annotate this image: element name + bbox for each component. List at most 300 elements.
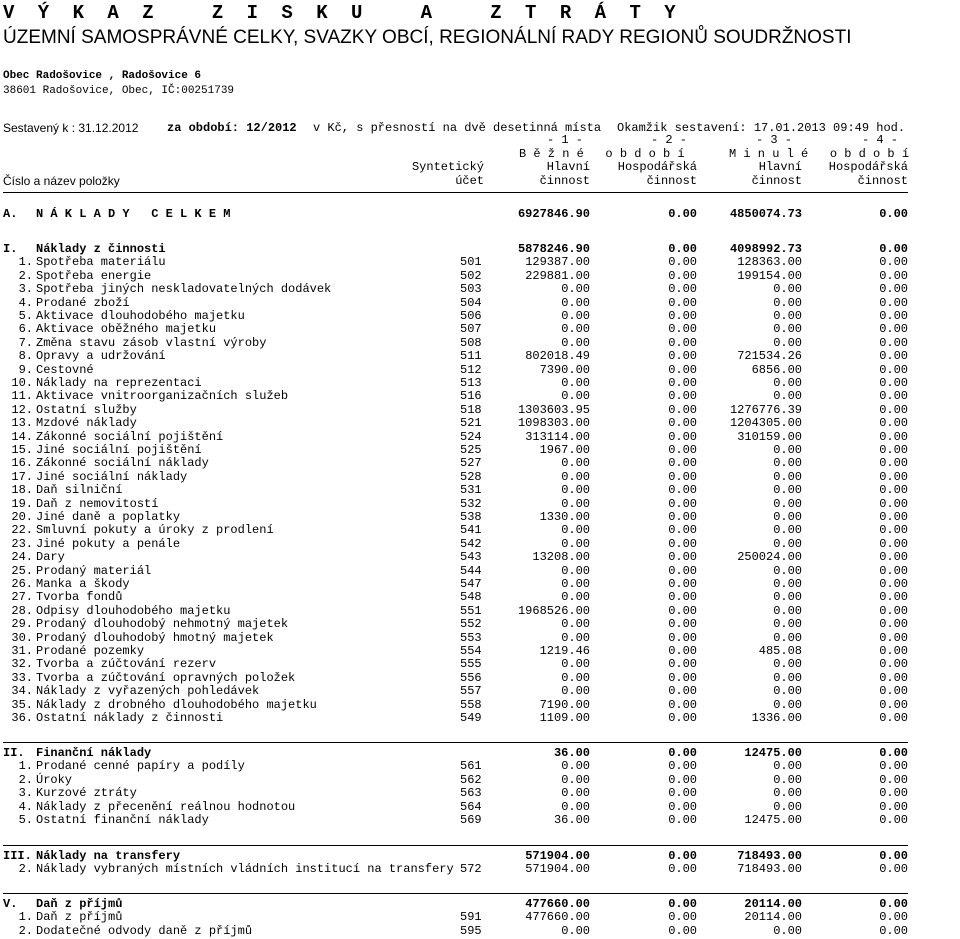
row-value-econ-previous: 0.00 — [879, 684, 908, 698]
row-account: 562 — [460, 773, 482, 787]
row-account: 544 — [460, 564, 482, 578]
row-value-main-current: 0.00 — [561, 322, 590, 336]
row-value-econ-previous: 0.00 — [879, 537, 908, 551]
row-name: Smluvní pokuty a úroky z prodlení — [36, 523, 274, 537]
row-name: Tvorba fondů — [36, 590, 123, 604]
row-account: 527 — [460, 456, 482, 470]
row-value-econ-current: 0.00 — [668, 523, 697, 537]
table-row — [0, 390, 960, 403]
col2-header: Hospodářská — [617, 160, 697, 174]
row-value-main-previous: 0.00 — [773, 443, 802, 457]
row-value-econ-current: 0.00 — [668, 644, 697, 658]
row-value-main-current: 1109.00 — [539, 711, 590, 725]
row-value-econ-current: 0.00 — [668, 657, 697, 671]
row-value-main-current: 477660.00 — [525, 910, 590, 924]
row-value-econ-previous: 0.00 — [879, 242, 908, 256]
row-value-econ-current: 0.00 — [668, 349, 697, 363]
row-account: 558 — [460, 698, 482, 712]
row-name: Prodaný materiál — [36, 564, 152, 578]
row-name: Spotřeba energie — [36, 269, 152, 283]
row-value-econ-previous: 0.00 — [879, 523, 908, 537]
row-account: 552 — [460, 617, 482, 631]
table-total-row — [0, 208, 960, 221]
row-value-main-previous: 12475.00 — [744, 746, 802, 760]
row-code: 29. — [11, 617, 33, 631]
row-name: Náklady na transfery — [36, 849, 181, 863]
row-name: Náklady z drobného dlouhodobého majetku — [36, 698, 317, 712]
row-value-econ-current: 0.00 — [668, 759, 697, 773]
row-value-econ-previous: 0.00 — [879, 510, 908, 524]
row-name: Prodaný dlouhodobý nehmotný majetek — [36, 617, 289, 631]
row-value-main-previous: 1276776.39 — [729, 403, 802, 417]
row-code: 1. — [18, 910, 33, 924]
row-value-econ-current: 0.00 — [668, 590, 697, 604]
row-name: Prodané zboží — [36, 296, 130, 310]
row-value-econ-previous: 0.00 — [879, 282, 908, 296]
row-value-econ-previous: 0.00 — [879, 698, 908, 712]
row-value-main-current: 0.00 — [561, 282, 590, 296]
row-value-main-current: 0.00 — [561, 564, 590, 578]
row-value-econ-current: 0.00 — [668, 336, 697, 350]
row-account: 561 — [460, 759, 482, 773]
row-value-econ-current: 0.00 — [668, 924, 697, 938]
row-code: 25. — [11, 564, 33, 578]
table-row — [0, 685, 960, 698]
table-row — [0, 925, 960, 938]
row-value-main-current: 313114.00 — [525, 430, 590, 444]
row-value-econ-previous: 0.00 — [879, 773, 908, 787]
col3-header-2: činnost — [751, 174, 802, 188]
row-value-econ-previous: 0.00 — [879, 322, 908, 336]
row-value-econ-current: 0.00 — [668, 242, 697, 256]
row-code: 26. — [11, 577, 33, 591]
row-value-main-current: 0.00 — [561, 671, 590, 685]
synthetic-account-header-2: účet — [455, 174, 484, 188]
row-value-econ-previous: 0.00 — [879, 862, 908, 876]
row-value-main-current: 0.00 — [561, 456, 590, 470]
row-value-main-current: 129387.00 — [525, 255, 590, 269]
row-value-econ-previous: 0.00 — [879, 590, 908, 604]
row-value-main-previous: 250024.00 — [737, 550, 802, 564]
row-value-main-previous: 6856.00 — [751, 363, 802, 377]
row-code: 14. — [11, 430, 33, 444]
row-code: 3. — [18, 786, 33, 800]
row-value-econ-previous: 0.00 — [879, 255, 908, 269]
row-account: 531 — [460, 483, 482, 497]
row-code: 1. — [18, 759, 33, 773]
row-name: Manka a škody — [36, 577, 130, 591]
row-value-main-previous: 199154.00 — [737, 269, 802, 283]
row-name: Dodatečné odvody daně z příjmů — [36, 924, 253, 938]
row-account: 554 — [460, 644, 482, 658]
row-value-main-previous: 4850074.73 — [729, 207, 802, 221]
row-value-econ-previous: 0.00 — [879, 910, 908, 924]
row-account: 524 — [460, 430, 482, 444]
row-account: 595 — [460, 924, 482, 938]
row-value-main-previous: 0.00 — [773, 296, 802, 310]
row-code: 23. — [11, 537, 33, 551]
row-code: 34. — [11, 684, 33, 698]
row-code: 28. — [11, 604, 33, 618]
row-value-main-current: 0.00 — [561, 336, 590, 350]
row-code: 9. — [18, 363, 33, 377]
table-row — [0, 350, 960, 363]
row-value-econ-previous: 0.00 — [879, 924, 908, 938]
row-value-econ-previous: 0.00 — [879, 416, 908, 430]
row-account: 503 — [460, 282, 482, 296]
row-value-main-current: 571904.00 — [525, 849, 590, 863]
row-code: 1. — [18, 255, 33, 269]
row-value-main-current: 0.00 — [561, 617, 590, 631]
row-value-econ-current: 0.00 — [668, 470, 697, 484]
row-value-main-previous: 0.00 — [773, 523, 802, 537]
row-value-econ-previous: 0.00 — [879, 456, 908, 470]
row-value-econ-previous: 0.00 — [879, 296, 908, 310]
row-value-econ-current: 0.00 — [668, 510, 697, 524]
row-account: 521 — [460, 416, 482, 430]
row-name: Náklady z činnosti — [36, 242, 166, 256]
row-value-econ-current: 0.00 — [668, 910, 697, 924]
row-code: 13. — [11, 416, 33, 430]
row-value-main-previous: 12475.00 — [744, 813, 802, 827]
row-code: 35. — [11, 698, 33, 712]
row-code: 5. — [18, 309, 33, 323]
row-code: 4. — [18, 800, 33, 814]
row-value-main-current: 0.00 — [561, 631, 590, 645]
row-value-econ-previous: 0.00 — [879, 389, 908, 403]
row-value-econ-current: 0.00 — [668, 376, 697, 390]
row-value-main-previous: 0.00 — [773, 684, 802, 698]
table-row — [0, 712, 960, 725]
table-row — [0, 551, 960, 564]
row-account: 572 — [460, 862, 482, 876]
row-name: Daň z příjmů — [36, 910, 123, 924]
row-name: Změna stavu zásob vlastní výroby — [36, 336, 267, 350]
row-value-econ-current: 0.00 — [668, 800, 697, 814]
row-value-main-previous: 0.00 — [773, 309, 802, 323]
column-number-3: - 3 - — [755, 133, 792, 147]
col2-header-2: činnost — [646, 174, 697, 188]
row-account: 511 — [460, 349, 482, 363]
row-value-econ-previous: 0.00 — [879, 617, 908, 631]
row-name: Kurzové ztráty — [36, 786, 137, 800]
row-account: 543 — [460, 550, 482, 564]
row-name: Jiné daně a poplatky — [36, 510, 181, 524]
row-value-main-current: 13208.00 — [532, 550, 590, 564]
row-value-main-current: 36.00 — [553, 746, 590, 760]
row-value-main-previous: 0.00 — [773, 564, 802, 578]
row-value-main-current: 0.00 — [561, 376, 590, 390]
row-value-main-previous: 0.00 — [773, 456, 802, 470]
row-name: Ostatní finanční náklady — [36, 813, 209, 827]
row-name: Daň z nemovitostí — [36, 497, 159, 511]
row-code: 24. — [11, 550, 33, 564]
row-account: 549 — [460, 711, 482, 725]
row-value-main-previous: 485.08 — [758, 644, 802, 658]
row-code: 10. — [11, 376, 33, 390]
row-code: 11. — [11, 389, 33, 403]
row-code: 31. — [11, 644, 33, 658]
row-value-main-previous: 0.00 — [773, 759, 802, 773]
row-value-main-previous: 20114.00 — [744, 910, 802, 924]
column-number-1: - 1 - — [546, 133, 583, 147]
row-value-econ-previous: 0.00 — [879, 497, 908, 511]
row-value-main-previous: 0.00 — [773, 671, 802, 685]
row-value-econ-previous: 0.00 — [879, 631, 908, 645]
row-name: Opravy a udržování — [36, 349, 166, 363]
column-number-4: - 4 - — [861, 133, 898, 147]
row-name: Úroky — [36, 773, 73, 787]
row-value-main-previous: 0.00 — [773, 924, 802, 938]
table-row — [0, 256, 960, 269]
table-row — [0, 787, 960, 800]
row-code: 6. — [18, 322, 33, 336]
table-row — [0, 524, 960, 537]
row-value-main-current: 1968526.00 — [517, 604, 590, 618]
row-code: 32. — [11, 657, 33, 671]
row-account: 528 — [460, 470, 482, 484]
row-name: Prodané cenné papíry a podíly — [36, 759, 245, 773]
row-value-main-current: 0.00 — [561, 309, 590, 323]
row-account: 513 — [460, 376, 482, 390]
row-value-main-previous: 4098992.73 — [729, 242, 802, 256]
row-value-main-current: 7390.00 — [539, 363, 590, 377]
row-name: Aktivace vnitroorganizačních služeb — [36, 389, 289, 403]
row-code: 2. — [18, 773, 33, 787]
row-value-econ-current: 0.00 — [668, 631, 697, 645]
row-value-main-previous: 128363.00 — [737, 255, 802, 269]
table-row — [0, 283, 960, 296]
row-value-main-current: 0.00 — [561, 657, 590, 671]
row-value-econ-current: 0.00 — [668, 282, 697, 296]
row-value-main-current: 571904.00 — [525, 862, 590, 876]
row-value-econ-previous: 0.00 — [879, 564, 908, 578]
row-value-econ-current: 0.00 — [668, 483, 697, 497]
row-value-main-current: 0.00 — [561, 924, 590, 938]
row-value-main-previous: 0.00 — [773, 631, 802, 645]
row-account: 542 — [460, 537, 482, 551]
row-value-econ-current: 0.00 — [668, 255, 697, 269]
row-code: 2. — [18, 269, 33, 283]
row-code: 33. — [11, 671, 33, 685]
row-value-econ-current: 0.00 — [668, 550, 697, 564]
row-account: 551 — [460, 604, 482, 618]
precision-note: v Kč, s přesností na dvě desetinná místa — [313, 121, 602, 135]
row-value-econ-previous: 0.00 — [879, 483, 908, 497]
row-value-econ-previous: 0.00 — [879, 376, 908, 390]
row-value-econ-previous: 0.00 — [879, 786, 908, 800]
row-account: 564 — [460, 800, 482, 814]
row-name: Cestovné — [36, 363, 94, 377]
row-value-econ-current: 0.00 — [668, 430, 697, 444]
row-value-econ-current: 0.00 — [668, 269, 697, 283]
col4-header: Hospodářská — [828, 160, 908, 174]
row-value-main-previous: 0.00 — [773, 590, 802, 604]
organization-name: Obec Radošovice , Radošovice 6 — [3, 70, 202, 82]
row-code: III. — [3, 849, 32, 863]
row-value-main-current: 477660.00 — [525, 897, 590, 911]
row-value-econ-previous: 0.00 — [879, 443, 908, 457]
row-account: 518 — [460, 403, 482, 417]
row-name: Náklady z vyřazených pohledávek — [36, 684, 260, 698]
row-value-main-previous: 718493.00 — [737, 862, 802, 876]
row-value-main-current: 0.00 — [561, 483, 590, 497]
row-name: Náklady z přecenění reálnou hodnotou — [36, 800, 296, 814]
row-value-econ-current: 0.00 — [668, 389, 697, 403]
row-name: Odpisy dlouhodobého majetku — [36, 604, 231, 618]
row-name: Mzdové náklady — [36, 416, 137, 430]
row-name: N Á K L A D Y C E L K E M — [36, 207, 231, 221]
row-name: Aktivace oběžného majetku — [36, 322, 217, 336]
row-value-main-current: 1330.00 — [539, 510, 590, 524]
col1-header: Hlavní — [546, 160, 590, 174]
table-row — [0, 760, 960, 773]
row-value-main-previous: 1336.00 — [751, 711, 802, 725]
table-row — [0, 863, 960, 876]
row-account: 547 — [460, 577, 482, 591]
row-name: Dary — [36, 550, 65, 564]
row-value-main-current: 802018.49 — [525, 349, 590, 363]
row-value-main-previous: 0.00 — [773, 483, 802, 497]
table-row — [0, 814, 960, 827]
row-value-main-current: 0.00 — [561, 786, 590, 800]
row-value-main-previous: 0.00 — [773, 537, 802, 551]
row-name: Daň silniční — [36, 483, 123, 497]
row-value-econ-previous: 0.00 — [879, 800, 908, 814]
row-value-main-current: 36.00 — [553, 813, 590, 827]
row-code: 30. — [11, 631, 33, 645]
table-row — [0, 457, 960, 470]
table-row — [0, 618, 960, 631]
row-value-econ-current: 0.00 — [668, 773, 697, 787]
row-value-econ-previous: 0.00 — [879, 550, 908, 564]
row-value-econ-current: 0.00 — [668, 309, 697, 323]
row-value-econ-previous: 0.00 — [879, 897, 908, 911]
table-row — [0, 484, 960, 497]
row-value-econ-current: 0.00 — [668, 684, 697, 698]
item-name-header: Číslo a název položky — [3, 174, 120, 188]
table-row — [0, 417, 960, 430]
section-divider — [3, 893, 908, 894]
row-name: Daň z příjmů — [36, 897, 123, 911]
row-account: 508 — [460, 336, 482, 350]
row-value-econ-previous: 0.00 — [879, 759, 908, 773]
row-code: 18. — [11, 483, 33, 497]
row-value-econ-previous: 0.00 — [879, 403, 908, 417]
row-code: 3. — [18, 282, 33, 296]
row-account: 507 — [460, 322, 482, 336]
row-value-main-previous: 0.00 — [773, 470, 802, 484]
row-value-main-previous: 0.00 — [773, 604, 802, 618]
row-value-econ-previous: 0.00 — [879, 349, 908, 363]
row-value-main-current: 0.00 — [561, 577, 590, 591]
row-value-main-current: 1303603.95 — [517, 403, 590, 417]
row-value-econ-current: 0.00 — [668, 207, 697, 221]
row-value-main-previous: 0.00 — [773, 282, 802, 296]
row-value-main-previous: 0.00 — [773, 376, 802, 390]
row-code: V. — [3, 897, 18, 911]
row-value-econ-current: 0.00 — [668, 746, 697, 760]
row-value-main-previous: 0.00 — [773, 800, 802, 814]
row-value-econ-current: 0.00 — [668, 416, 697, 430]
table-row — [0, 591, 960, 604]
row-code: 16. — [11, 456, 33, 470]
row-name: Finanční náklady — [36, 746, 152, 760]
row-value-main-current: 0.00 — [561, 470, 590, 484]
row-value-econ-current: 0.00 — [668, 403, 697, 417]
row-name: Náklady na reprezentaci — [36, 376, 202, 390]
row-name: Aktivace dlouhodobého majetku — [36, 309, 245, 323]
row-value-main-current: 0.00 — [561, 800, 590, 814]
current-period-label: B ě ž n é o b d o b í — [519, 147, 685, 161]
row-value-main-current: 0.00 — [561, 590, 590, 604]
row-code: 8. — [18, 349, 33, 363]
row-name: Jiné sociální náklady — [36, 470, 188, 484]
row-code: 7. — [18, 336, 33, 350]
row-value-econ-current: 0.00 — [668, 604, 697, 618]
row-value-main-previous: 721534.26 — [737, 349, 802, 363]
row-value-main-previous: 0.00 — [773, 617, 802, 631]
row-code: 20. — [11, 510, 33, 524]
row-code: 22. — [11, 523, 33, 537]
row-code: 4. — [18, 296, 33, 310]
row-name: Ostatní náklady z činnosti — [36, 711, 224, 725]
row-account: 563 — [460, 786, 482, 800]
row-account: 525 — [460, 443, 482, 457]
row-account: 504 — [460, 296, 482, 310]
row-value-main-current: 0.00 — [561, 497, 590, 511]
row-value-econ-current: 0.00 — [668, 862, 697, 876]
row-value-econ-previous: 0.00 — [879, 671, 908, 685]
report-title: V Ý K A Z Z I S K U A Z T R Á T Y — [3, 2, 682, 24]
row-value-econ-current: 0.00 — [668, 537, 697, 551]
row-value-main-current: 1967.00 — [539, 443, 590, 457]
row-value-main-current: 0.00 — [561, 389, 590, 403]
row-account: 501 — [460, 255, 482, 269]
row-value-main-current: 1219.46 — [539, 644, 590, 658]
row-value-main-previous: 0.00 — [773, 577, 802, 591]
row-value-econ-previous: 0.00 — [879, 604, 908, 618]
section-divider — [3, 845, 908, 846]
row-value-econ-previous: 0.00 — [879, 269, 908, 283]
row-value-econ-current: 0.00 — [668, 617, 697, 631]
compile-timestamp: Okamžik sestavení: 17.01.2013 09:49 hod. — [617, 121, 906, 135]
row-code: II. — [3, 746, 25, 760]
row-account: 516 — [460, 389, 482, 403]
row-code: 15. — [11, 443, 33, 457]
row-value-econ-previous: 0.00 — [879, 657, 908, 671]
row-code: A. — [3, 207, 18, 221]
row-code: 2. — [18, 862, 33, 876]
table-row — [0, 911, 960, 924]
row-account: 506 — [460, 309, 482, 323]
row-name: Zákonné sociální pojištění — [36, 430, 224, 444]
period-label: za období: 12/2012 — [167, 121, 297, 135]
row-name: Spotřeba materiálu — [36, 255, 166, 269]
col4-header-2: činnost — [857, 174, 908, 188]
row-account: 591 — [460, 910, 482, 924]
row-value-main-previous: 0.00 — [773, 510, 802, 524]
row-value-main-current: 0.00 — [561, 759, 590, 773]
row-value-main-previous: 0.00 — [773, 657, 802, 671]
table-row — [0, 323, 960, 336]
row-value-econ-previous: 0.00 — [879, 849, 908, 863]
row-value-econ-current: 0.00 — [668, 671, 697, 685]
row-value-main-current: 0.00 — [561, 773, 590, 787]
row-value-main-current: 0.00 — [561, 296, 590, 310]
row-value-main-current: 7190.00 — [539, 698, 590, 712]
row-account: 512 — [460, 363, 482, 377]
